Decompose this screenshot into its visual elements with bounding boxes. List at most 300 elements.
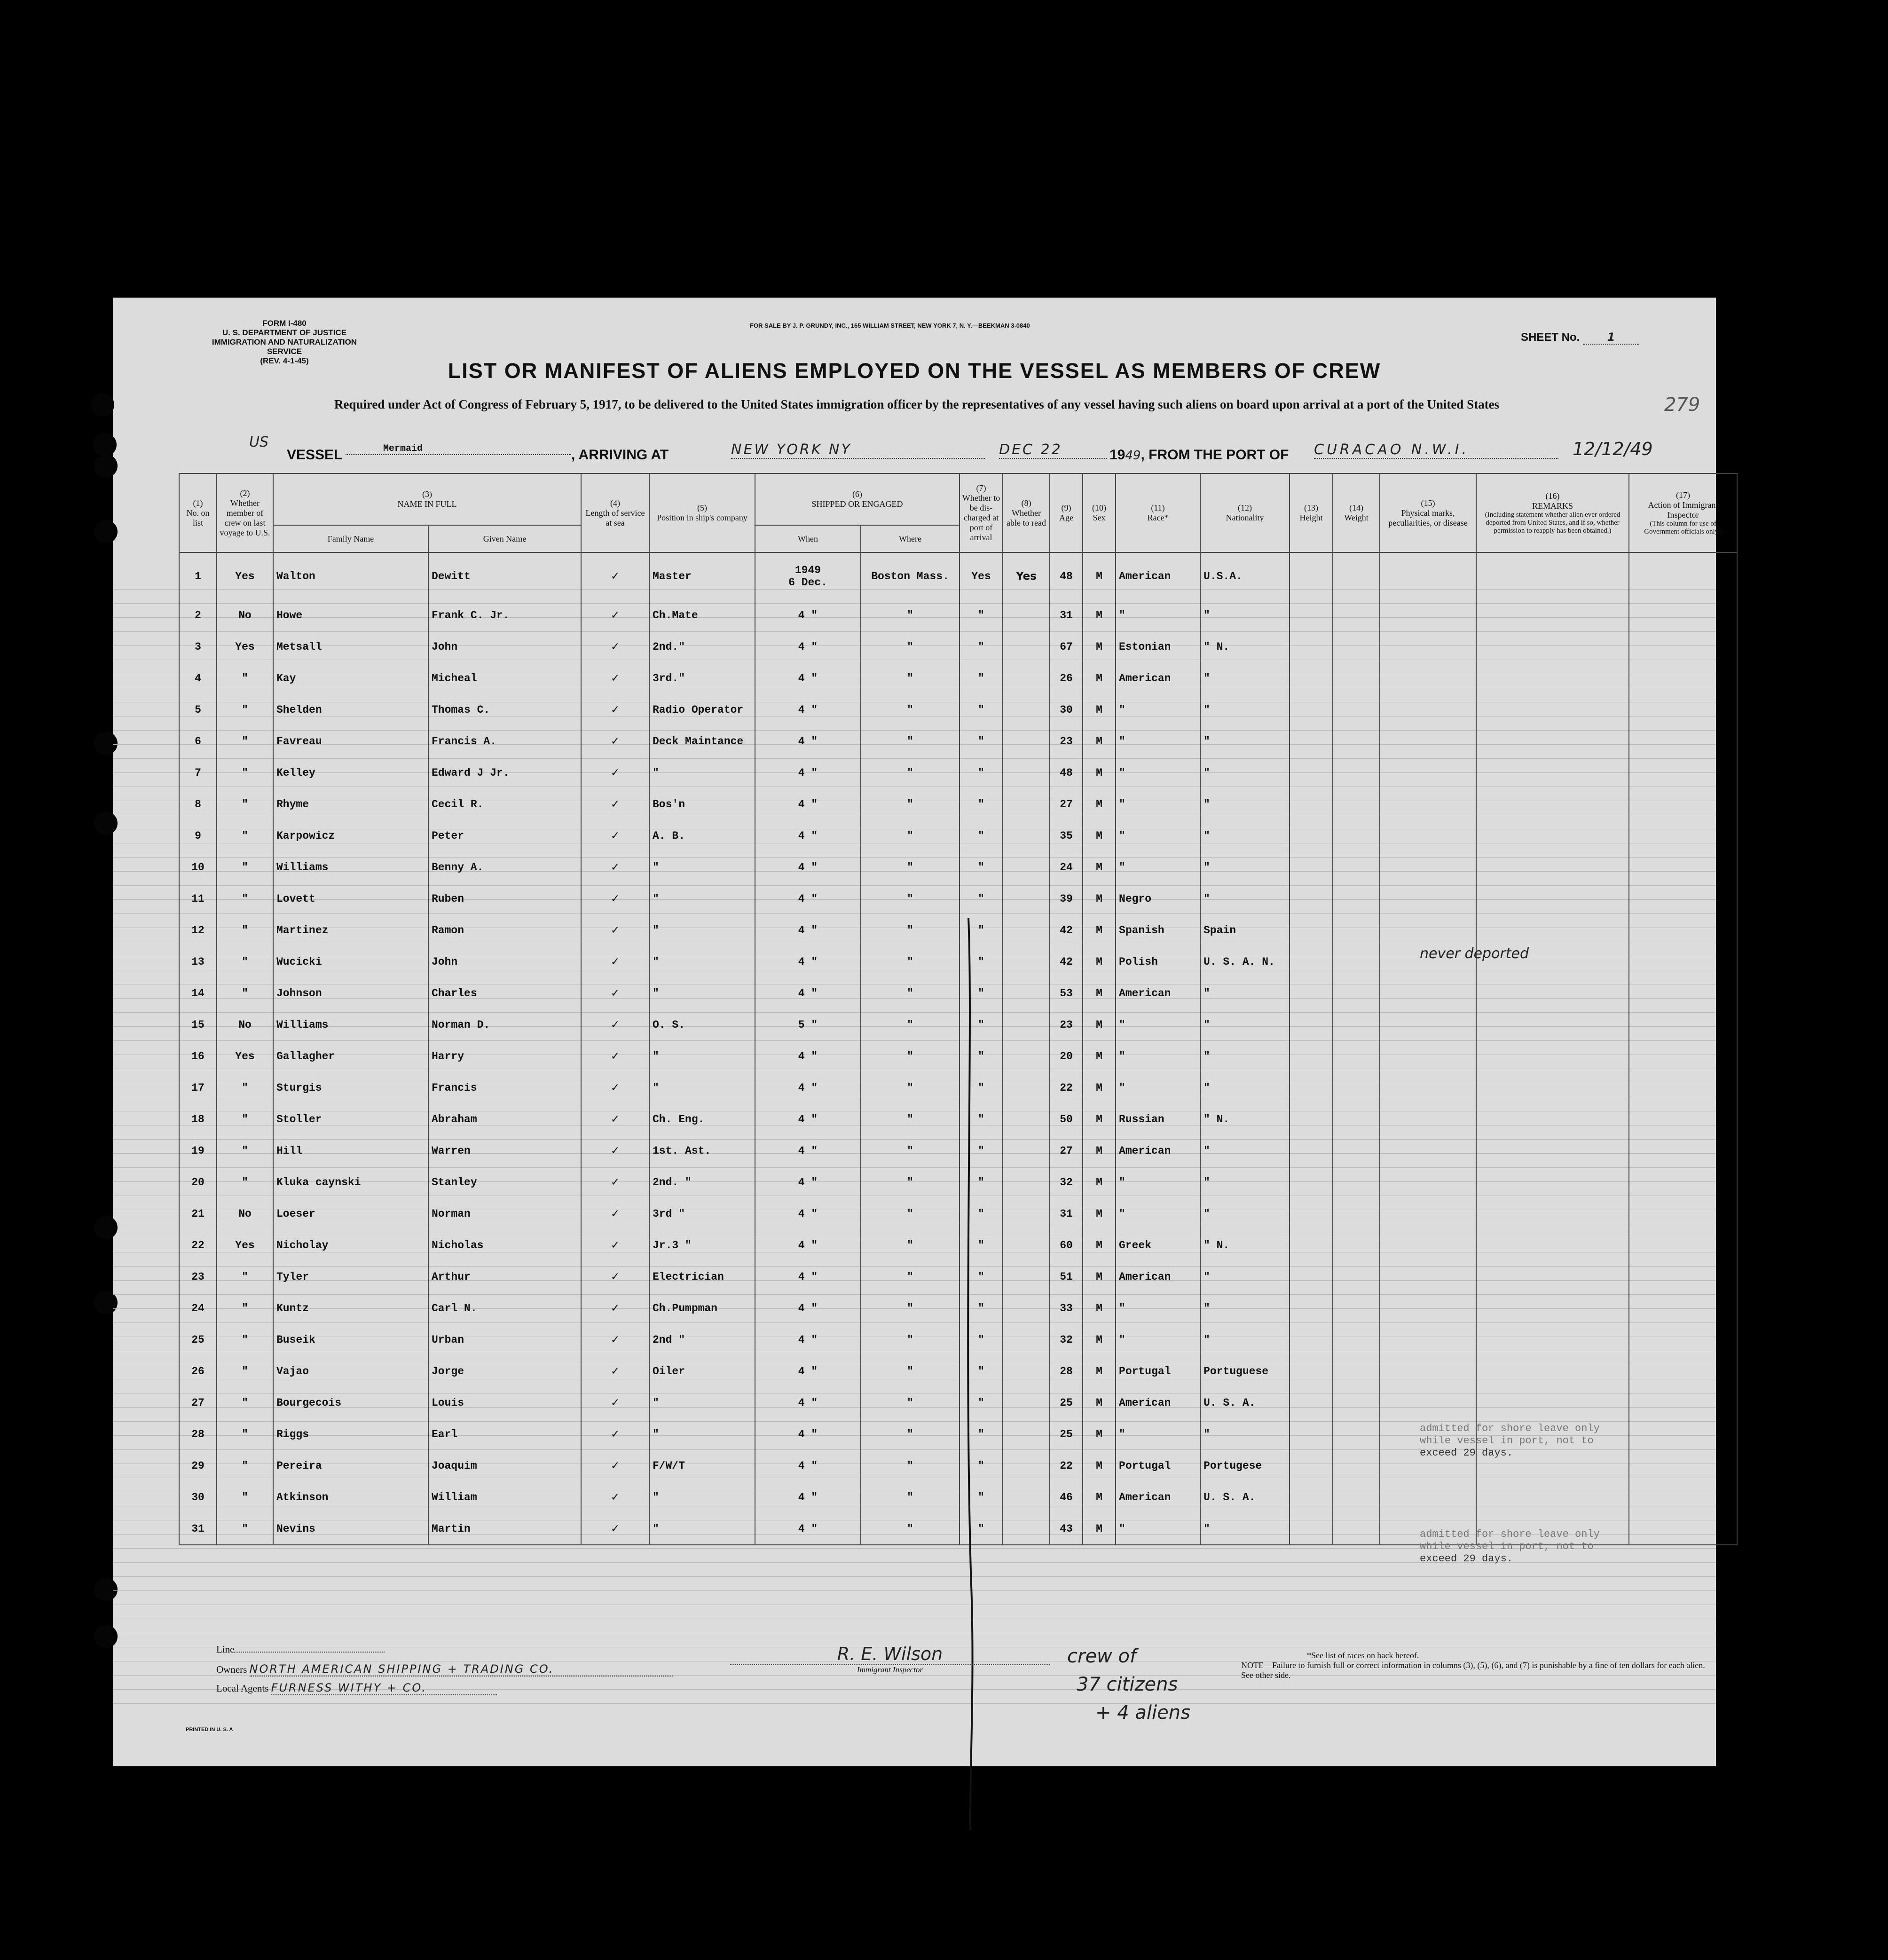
cell-physical bbox=[1380, 1229, 1476, 1261]
cell-remarks bbox=[1476, 1009, 1629, 1040]
line-field: Line bbox=[216, 1644, 385, 1655]
cell-prev-voyage: " bbox=[217, 1513, 273, 1545]
cell-service-mark: ✓ bbox=[581, 1355, 649, 1387]
cell-discharged: " bbox=[960, 788, 1003, 820]
cell-weight bbox=[1333, 1103, 1380, 1135]
cell-weight bbox=[1333, 662, 1380, 694]
cell-sex: M bbox=[1083, 1355, 1116, 1387]
year-cell: 1949 bbox=[795, 564, 821, 576]
cell-sex: M bbox=[1083, 757, 1116, 788]
cell-physical bbox=[1380, 1040, 1476, 1072]
cell-race: " bbox=[1116, 1292, 1200, 1324]
cell-service-mark: ✓ bbox=[581, 977, 649, 1009]
cell-action bbox=[1629, 1292, 1737, 1324]
cell-given-name: Warren bbox=[428, 1135, 581, 1166]
remark-row-12: never deported bbox=[1420, 945, 1529, 962]
cell-height bbox=[1290, 599, 1333, 631]
cell-sex: M bbox=[1083, 552, 1116, 599]
cell-physical bbox=[1380, 1292, 1476, 1324]
cell-row-number: 7 bbox=[179, 757, 217, 788]
cell-family-name: Hill bbox=[273, 1135, 428, 1166]
cell-family-name: Williams bbox=[273, 1009, 428, 1040]
cell-physical bbox=[1380, 1198, 1476, 1229]
cell-position: 2nd. " bbox=[649, 1166, 755, 1198]
cell-physical bbox=[1380, 1481, 1476, 1513]
cell-shipped-where: " bbox=[861, 1324, 960, 1355]
col-header-when: When bbox=[755, 525, 861, 552]
cell-position: Ch.Pumpman bbox=[649, 1292, 755, 1324]
cell-remarks bbox=[1476, 1292, 1629, 1324]
cell-height bbox=[1290, 1418, 1333, 1450]
cell-position: 3rd " bbox=[649, 1198, 755, 1229]
cell-race: " bbox=[1116, 1198, 1200, 1229]
cell-weight bbox=[1333, 552, 1380, 599]
cell-nationality: " bbox=[1200, 851, 1290, 883]
sheet-number: SHEET No. 1 bbox=[1521, 331, 1639, 345]
cell-family-name: Buseik bbox=[273, 1324, 428, 1355]
cell-shipped-where: " bbox=[861, 883, 960, 914]
cell-family-name: Johnson bbox=[273, 977, 428, 1009]
cell-remarks bbox=[1476, 851, 1629, 883]
cell-nationality: " bbox=[1200, 599, 1290, 631]
cell-service-mark: ✓ bbox=[581, 1450, 649, 1481]
cell-sex: M bbox=[1083, 977, 1116, 1009]
cell-family-name: Nevins bbox=[273, 1513, 428, 1545]
cell-physical bbox=[1380, 694, 1476, 725]
cell-age: 27 bbox=[1050, 788, 1083, 820]
cell-discharged: " bbox=[960, 914, 1003, 946]
cell-action bbox=[1629, 1418, 1737, 1450]
cell-position: 3rd." bbox=[649, 662, 755, 694]
cell-position: " bbox=[649, 946, 755, 977]
cell-shipped-when: 4 " bbox=[755, 914, 861, 946]
cell-shipped-where: " bbox=[861, 1229, 960, 1261]
cell-shipped-where: " bbox=[861, 1103, 960, 1135]
cell-sex: M bbox=[1083, 1009, 1116, 1040]
cell-family-name: Lovett bbox=[273, 883, 428, 914]
cell-service-mark: ✓ bbox=[581, 1072, 649, 1103]
cell-remarks bbox=[1476, 631, 1629, 662]
cell-age: 28 bbox=[1050, 1355, 1083, 1387]
cell-given-name: Charles bbox=[428, 977, 581, 1009]
cell-weight bbox=[1333, 1009, 1380, 1040]
cell-row-number: 9 bbox=[179, 820, 217, 851]
cell-position: F/W/T bbox=[649, 1450, 755, 1481]
cell-nationality: " bbox=[1200, 1009, 1290, 1040]
cell-prev-voyage: " bbox=[217, 1387, 273, 1418]
cell-sex: M bbox=[1083, 1418, 1116, 1450]
cell-shipped-when: 4 " bbox=[755, 820, 861, 851]
cell-shipped-where: " bbox=[861, 1355, 960, 1387]
cell-prev-voyage: " bbox=[217, 725, 273, 757]
cell-position: " bbox=[649, 914, 755, 946]
cell-position: Ch. Eng. bbox=[649, 1103, 755, 1135]
cell-prev-voyage: " bbox=[217, 1135, 273, 1166]
cell-service-mark: ✓ bbox=[581, 1481, 649, 1513]
cell-action bbox=[1629, 1324, 1737, 1355]
cell-height bbox=[1290, 1324, 1333, 1355]
col-header-name: (3) NAME IN FULL bbox=[273, 473, 581, 525]
cell-prev-voyage: " bbox=[217, 1450, 273, 1481]
cell-age: 32 bbox=[1050, 1166, 1083, 1198]
cell-given-name: William bbox=[428, 1481, 581, 1513]
cell-nationality: " bbox=[1200, 820, 1290, 851]
cell-sex: M bbox=[1083, 1040, 1116, 1072]
cell-nationality: " bbox=[1200, 788, 1290, 820]
cell-nationality: " bbox=[1200, 694, 1290, 725]
cell-shipped-when: 4 " bbox=[755, 1103, 861, 1135]
cell-remarks bbox=[1476, 788, 1629, 820]
cell-family-name: Bourgecois bbox=[273, 1387, 428, 1418]
cell-shipped-when: 4 " bbox=[755, 946, 861, 977]
cell-physical bbox=[1380, 914, 1476, 946]
cell-sex: M bbox=[1083, 851, 1116, 883]
cell-prev-voyage: " bbox=[217, 1072, 273, 1103]
cell-given-name: Frank C. Jr. bbox=[428, 599, 581, 631]
cell-row-number: 15 bbox=[179, 1009, 217, 1040]
cell-service-mark: ✓ bbox=[581, 946, 649, 977]
cell-action bbox=[1629, 757, 1737, 788]
cell-discharged: " bbox=[960, 820, 1003, 851]
cell-discharged: " bbox=[960, 1355, 1003, 1387]
printer-line: FOR SALE BY J. P. GRUNDY, INC., 165 WILLIAM STREET, NEW YORK 7, N. Y.—BEEKMAN 3-0840 bbox=[750, 322, 1030, 329]
cell-discharged: " bbox=[960, 1418, 1003, 1450]
cell-remarks bbox=[1476, 1324, 1629, 1355]
cell-age: 22 bbox=[1050, 1450, 1083, 1481]
cell-row-number: 6 bbox=[179, 725, 217, 757]
cell-row-number: 2 bbox=[179, 599, 217, 631]
cell-shipped-where: " bbox=[861, 631, 960, 662]
cell-discharged: " bbox=[960, 1103, 1003, 1135]
cell-shipped-where: " bbox=[861, 662, 960, 694]
cell-service-mark: ✓ bbox=[581, 1261, 649, 1292]
cell-prev-voyage: " bbox=[217, 662, 273, 694]
cell-age: 31 bbox=[1050, 1198, 1083, 1229]
cell-position: " bbox=[649, 1481, 755, 1513]
cell-physical bbox=[1380, 883, 1476, 914]
cell-position: " bbox=[649, 757, 755, 788]
cell-row-number: 28 bbox=[179, 1418, 217, 1450]
cell-race: Estonian bbox=[1116, 631, 1200, 662]
cell-service-mark: ✓ bbox=[581, 851, 649, 883]
cell-sex: M bbox=[1083, 1450, 1116, 1481]
cell-race: " bbox=[1116, 1324, 1200, 1355]
cell-action bbox=[1629, 1355, 1737, 1387]
cell-age: 42 bbox=[1050, 946, 1083, 977]
cell-shipped-where: " bbox=[861, 725, 960, 757]
cell-shipped-when: 4 " bbox=[755, 1040, 861, 1072]
cell-discharged: " bbox=[960, 946, 1003, 977]
cell-family-name: Riggs bbox=[273, 1418, 428, 1450]
cell-shipped-when: 4 " bbox=[755, 631, 861, 662]
cell-height bbox=[1290, 851, 1333, 883]
cell-nationality: " bbox=[1200, 1513, 1290, 1545]
cell-given-name: Cecil R. bbox=[428, 788, 581, 820]
cell-row-number: 26 bbox=[179, 1355, 217, 1387]
cell-physical bbox=[1380, 757, 1476, 788]
cell-shipped-when: 4 " bbox=[755, 1072, 861, 1103]
shipped-when-value: 6 Dec. bbox=[788, 576, 827, 589]
col-header-remarks: (16) REMARKS (Including statement whether alien ever ordered deported from United States, and if so, whether permission to reapply has been obtained.) bbox=[1476, 473, 1629, 552]
cell-service-mark: ✓ bbox=[581, 1103, 649, 1135]
manifest-sheet bbox=[113, 298, 1722, 1766]
cell-prev-voyage: " bbox=[217, 1261, 273, 1292]
cell-discharged: " bbox=[960, 1009, 1003, 1040]
cell-shipped-when: 4 " bbox=[755, 1481, 861, 1513]
cell-family-name: Karpowicz bbox=[273, 820, 428, 851]
cell-discharged: " bbox=[960, 1040, 1003, 1072]
printed-mark: PRINTED IN U. S. A bbox=[186, 1727, 233, 1732]
cell-remarks bbox=[1476, 552, 1629, 599]
cell-height bbox=[1290, 757, 1333, 788]
punch-hole bbox=[93, 433, 117, 457]
col-header-service: (4) Length of service at sea bbox=[581, 473, 649, 552]
cell-row-number: 31 bbox=[179, 1513, 217, 1545]
cell-nationality: U.S.A. bbox=[1200, 552, 1290, 599]
cell-shipped-when: 4 " bbox=[755, 757, 861, 788]
cell-age: 26 bbox=[1050, 662, 1083, 694]
cell-nationality: Portugese bbox=[1200, 1450, 1290, 1481]
cell-shipped-when: 5 " bbox=[755, 1009, 861, 1040]
cell-height bbox=[1290, 1229, 1333, 1261]
cell-physical bbox=[1380, 631, 1476, 662]
cell-prev-voyage: " bbox=[217, 1166, 273, 1198]
cell-discharged: " bbox=[960, 883, 1003, 914]
cell-shipped-when: 4 " bbox=[755, 1166, 861, 1198]
cell-given-name: Francis bbox=[428, 1072, 581, 1103]
cell-height bbox=[1290, 1450, 1333, 1481]
cell-remarks bbox=[1476, 1229, 1629, 1261]
cell-nationality: " bbox=[1200, 977, 1290, 1009]
cell-family-name: Atkinson bbox=[273, 1481, 428, 1513]
cell-discharged: " bbox=[960, 1324, 1003, 1355]
cell-sex: M bbox=[1083, 914, 1116, 946]
cell-physical bbox=[1380, 1355, 1476, 1387]
cell-shipped-when: 4 " bbox=[755, 1229, 861, 1261]
cell-shipped-where: " bbox=[861, 788, 960, 820]
cell-height bbox=[1290, 725, 1333, 757]
cell-prev-voyage: " bbox=[217, 977, 273, 1009]
cell-nationality: " N. bbox=[1200, 631, 1290, 662]
cell-age: 32 bbox=[1050, 1324, 1083, 1355]
cell-position: 2nd " bbox=[649, 1324, 755, 1355]
cell-discharged: " bbox=[960, 599, 1003, 631]
cell-weight bbox=[1333, 1072, 1380, 1103]
cell-family-name: Loeser bbox=[273, 1198, 428, 1229]
cell-prev-voyage: " bbox=[217, 883, 273, 914]
cell-height bbox=[1290, 1135, 1333, 1166]
cell-action bbox=[1629, 1135, 1737, 1166]
cell-discharged: " bbox=[960, 977, 1003, 1009]
col-header-where: Where bbox=[861, 525, 960, 552]
cell-shipped-when bbox=[755, 552, 861, 599]
cell-race: Spanish bbox=[1116, 914, 1200, 946]
cell-age: 35 bbox=[1050, 820, 1083, 851]
owners-field: Owners NORTH AMERICAN SHIPPING + TRADING CO. bbox=[216, 1662, 673, 1677]
cell-shipped-where: " bbox=[861, 1292, 960, 1324]
col-header-height: (13) Height bbox=[1290, 473, 1333, 552]
cell-remarks bbox=[1476, 1481, 1629, 1513]
cell-position: Jr.3 " bbox=[649, 1229, 755, 1261]
cell-position: Radio Operator bbox=[649, 694, 755, 725]
cell-age: 46 bbox=[1050, 1481, 1083, 1513]
cell-age: 23 bbox=[1050, 725, 1083, 757]
cell-race: American bbox=[1116, 1387, 1200, 1418]
cell-position: Oiler bbox=[649, 1355, 755, 1387]
cell-physical bbox=[1380, 977, 1476, 1009]
cell-row-number: 16 bbox=[179, 1040, 217, 1072]
cell-action bbox=[1629, 977, 1737, 1009]
cell-age: 23 bbox=[1050, 1009, 1083, 1040]
cell-discharged: " bbox=[960, 631, 1003, 662]
cell-prev-voyage: No bbox=[217, 1009, 273, 1040]
cell-shipped-where: " bbox=[861, 977, 960, 1009]
cell-age: 50 bbox=[1050, 1103, 1083, 1135]
table-row bbox=[179, 552, 1737, 599]
cell-given-name: Joaquim bbox=[428, 1450, 581, 1481]
cell-position: " bbox=[649, 1513, 755, 1545]
cell-discharged: " bbox=[960, 1261, 1003, 1292]
cell-weight bbox=[1333, 914, 1380, 946]
cell-weight bbox=[1333, 1292, 1380, 1324]
cell-height bbox=[1290, 631, 1333, 662]
cell-action bbox=[1629, 694, 1737, 725]
cell-weight bbox=[1333, 1198, 1380, 1229]
cell-action bbox=[1629, 1387, 1737, 1418]
cell-shipped-where: " bbox=[861, 1513, 960, 1545]
cell-sex: M bbox=[1083, 1166, 1116, 1198]
cell-row-number: 19 bbox=[179, 1135, 217, 1166]
cell-given-name: Louis bbox=[428, 1387, 581, 1418]
col-header-action: (17) Action of Immigrant Inspector (This column for use of Government officials only.) bbox=[1629, 473, 1737, 552]
cell-remarks bbox=[1476, 1040, 1629, 1072]
cell-family-name: Kuntz bbox=[273, 1292, 428, 1324]
cell-position: " bbox=[649, 883, 755, 914]
cell-nationality: U. S. A. N. bbox=[1200, 946, 1290, 977]
cell-service-mark: ✓ bbox=[581, 1040, 649, 1072]
cell-race: Greek bbox=[1116, 1229, 1200, 1261]
inspector-signature-field: R. E. Wilson Immigrant Inspector bbox=[730, 1644, 1050, 1675]
page-title: LIST OR MANIFEST OF ALIENS EMPLOYED ON THE VESSEL AS MEMBERS OF CREW bbox=[448, 359, 1381, 383]
cell-prev-voyage: " bbox=[217, 851, 273, 883]
cell-row-number: 8 bbox=[179, 788, 217, 820]
cell-age: 51 bbox=[1050, 1261, 1083, 1292]
cell-nationality: Spain bbox=[1200, 914, 1290, 946]
col-header-position: (5) Position in ship's company bbox=[649, 473, 755, 552]
cell-service-mark: ✓ bbox=[581, 725, 649, 757]
cell-position: 2nd." bbox=[649, 631, 755, 662]
cell-discharged: " bbox=[960, 725, 1003, 757]
cell-sex: M bbox=[1083, 1324, 1116, 1355]
cell-remarks bbox=[1476, 1198, 1629, 1229]
cell-nationality: " bbox=[1200, 1198, 1290, 1229]
remark-row-26: admitted for shore leave only while vessel in port, not to exceed 29 days. bbox=[1420, 1423, 1600, 1459]
cell-position: Master bbox=[649, 552, 755, 599]
cell-action bbox=[1629, 1450, 1737, 1481]
cell-height bbox=[1290, 1040, 1333, 1072]
cell-sex: M bbox=[1083, 1513, 1116, 1545]
cell-discharged: " bbox=[960, 694, 1003, 725]
cell-row-number: 18 bbox=[179, 1103, 217, 1135]
cell-family-name: Kluka caynski bbox=[273, 1166, 428, 1198]
cell-discharged: " bbox=[960, 1450, 1003, 1481]
cell-shipped-when: 4 " bbox=[755, 1387, 861, 1418]
cell-discharged: " bbox=[960, 1229, 1003, 1261]
cell-given-name: Stanley bbox=[428, 1166, 581, 1198]
cell-remarks bbox=[1476, 1261, 1629, 1292]
cell-sex: M bbox=[1083, 883, 1116, 914]
cell-action bbox=[1629, 1261, 1737, 1292]
cell-prev-voyage: " bbox=[217, 820, 273, 851]
col-header-nationality: (12) Nationality bbox=[1200, 473, 1290, 552]
cell-prev-voyage: " bbox=[217, 946, 273, 977]
cell-service-mark: ✓ bbox=[581, 552, 649, 599]
cell-prev-voyage: " bbox=[217, 914, 273, 946]
cell-age: 53 bbox=[1050, 977, 1083, 1009]
cell-position: O. S. bbox=[649, 1009, 755, 1040]
cell-action bbox=[1629, 1198, 1737, 1229]
cell-service-mark: ✓ bbox=[581, 788, 649, 820]
cell-row-number: 10 bbox=[179, 851, 217, 883]
col-header-sex: (10) Sex bbox=[1083, 473, 1116, 552]
cell-weight bbox=[1333, 1418, 1380, 1450]
col-header-given-name: Given Name bbox=[428, 525, 581, 552]
arriving-port: NEW YORK NY bbox=[731, 441, 985, 459]
cell-service-mark: ✓ bbox=[581, 1513, 649, 1545]
cell-weight bbox=[1333, 1450, 1380, 1481]
cell-nationality: " bbox=[1200, 1166, 1290, 1198]
agents-field: Local Agents FURNESS WITHY + CO. bbox=[216, 1681, 497, 1695]
cell-family-name: Walton bbox=[273, 552, 428, 599]
cell-remarks bbox=[1476, 1135, 1629, 1166]
cell-height bbox=[1290, 1009, 1333, 1040]
cell-service-mark: ✓ bbox=[581, 1418, 649, 1450]
cell-nationality: " bbox=[1200, 1292, 1290, 1324]
cell-able-to-read: Yes bbox=[1003, 552, 1050, 599]
cell-prev-voyage: No bbox=[217, 1198, 273, 1229]
cell-nationality: " bbox=[1200, 1418, 1290, 1450]
cell-prev-voyage: " bbox=[217, 1418, 273, 1450]
cell-discharged: Yes bbox=[960, 552, 1003, 599]
cell-prev-voyage: " bbox=[217, 1481, 273, 1513]
vessel-label: VESSEL bbox=[287, 447, 343, 463]
col-header-family-name: Family Name bbox=[273, 525, 428, 552]
cell-shipped-when: 4 " bbox=[755, 662, 861, 694]
cell-age: 48 bbox=[1050, 757, 1083, 788]
cell-race: " bbox=[1116, 1009, 1200, 1040]
cell-action bbox=[1629, 1103, 1737, 1135]
crew-count-note: crew of 37 citizens + 4 aliens bbox=[1067, 1645, 1190, 1724]
cell-sex: M bbox=[1083, 694, 1116, 725]
cell-age: 22 bbox=[1050, 1072, 1083, 1103]
cell-given-name: Benny A. bbox=[428, 851, 581, 883]
cell-height bbox=[1290, 883, 1333, 914]
cell-discharged: " bbox=[960, 1198, 1003, 1229]
cell-service-mark: ✓ bbox=[581, 631, 649, 662]
punch-hole bbox=[94, 1578, 118, 1601]
arriving-label: , ARRIVING AT bbox=[571, 447, 669, 463]
cell-prev-voyage: " bbox=[217, 1292, 273, 1324]
cell-position: A. B. bbox=[649, 820, 755, 851]
cell-discharged: " bbox=[960, 1513, 1003, 1545]
punch-hole bbox=[94, 1625, 118, 1648]
cell-sex: M bbox=[1083, 1387, 1116, 1418]
cell-row-number: 3 bbox=[179, 631, 217, 662]
cell-discharged: " bbox=[960, 1166, 1003, 1198]
cell-given-name: Earl bbox=[428, 1418, 581, 1450]
punch-hole bbox=[94, 454, 118, 478]
cell-shipped-when: 4 " bbox=[755, 1292, 861, 1324]
